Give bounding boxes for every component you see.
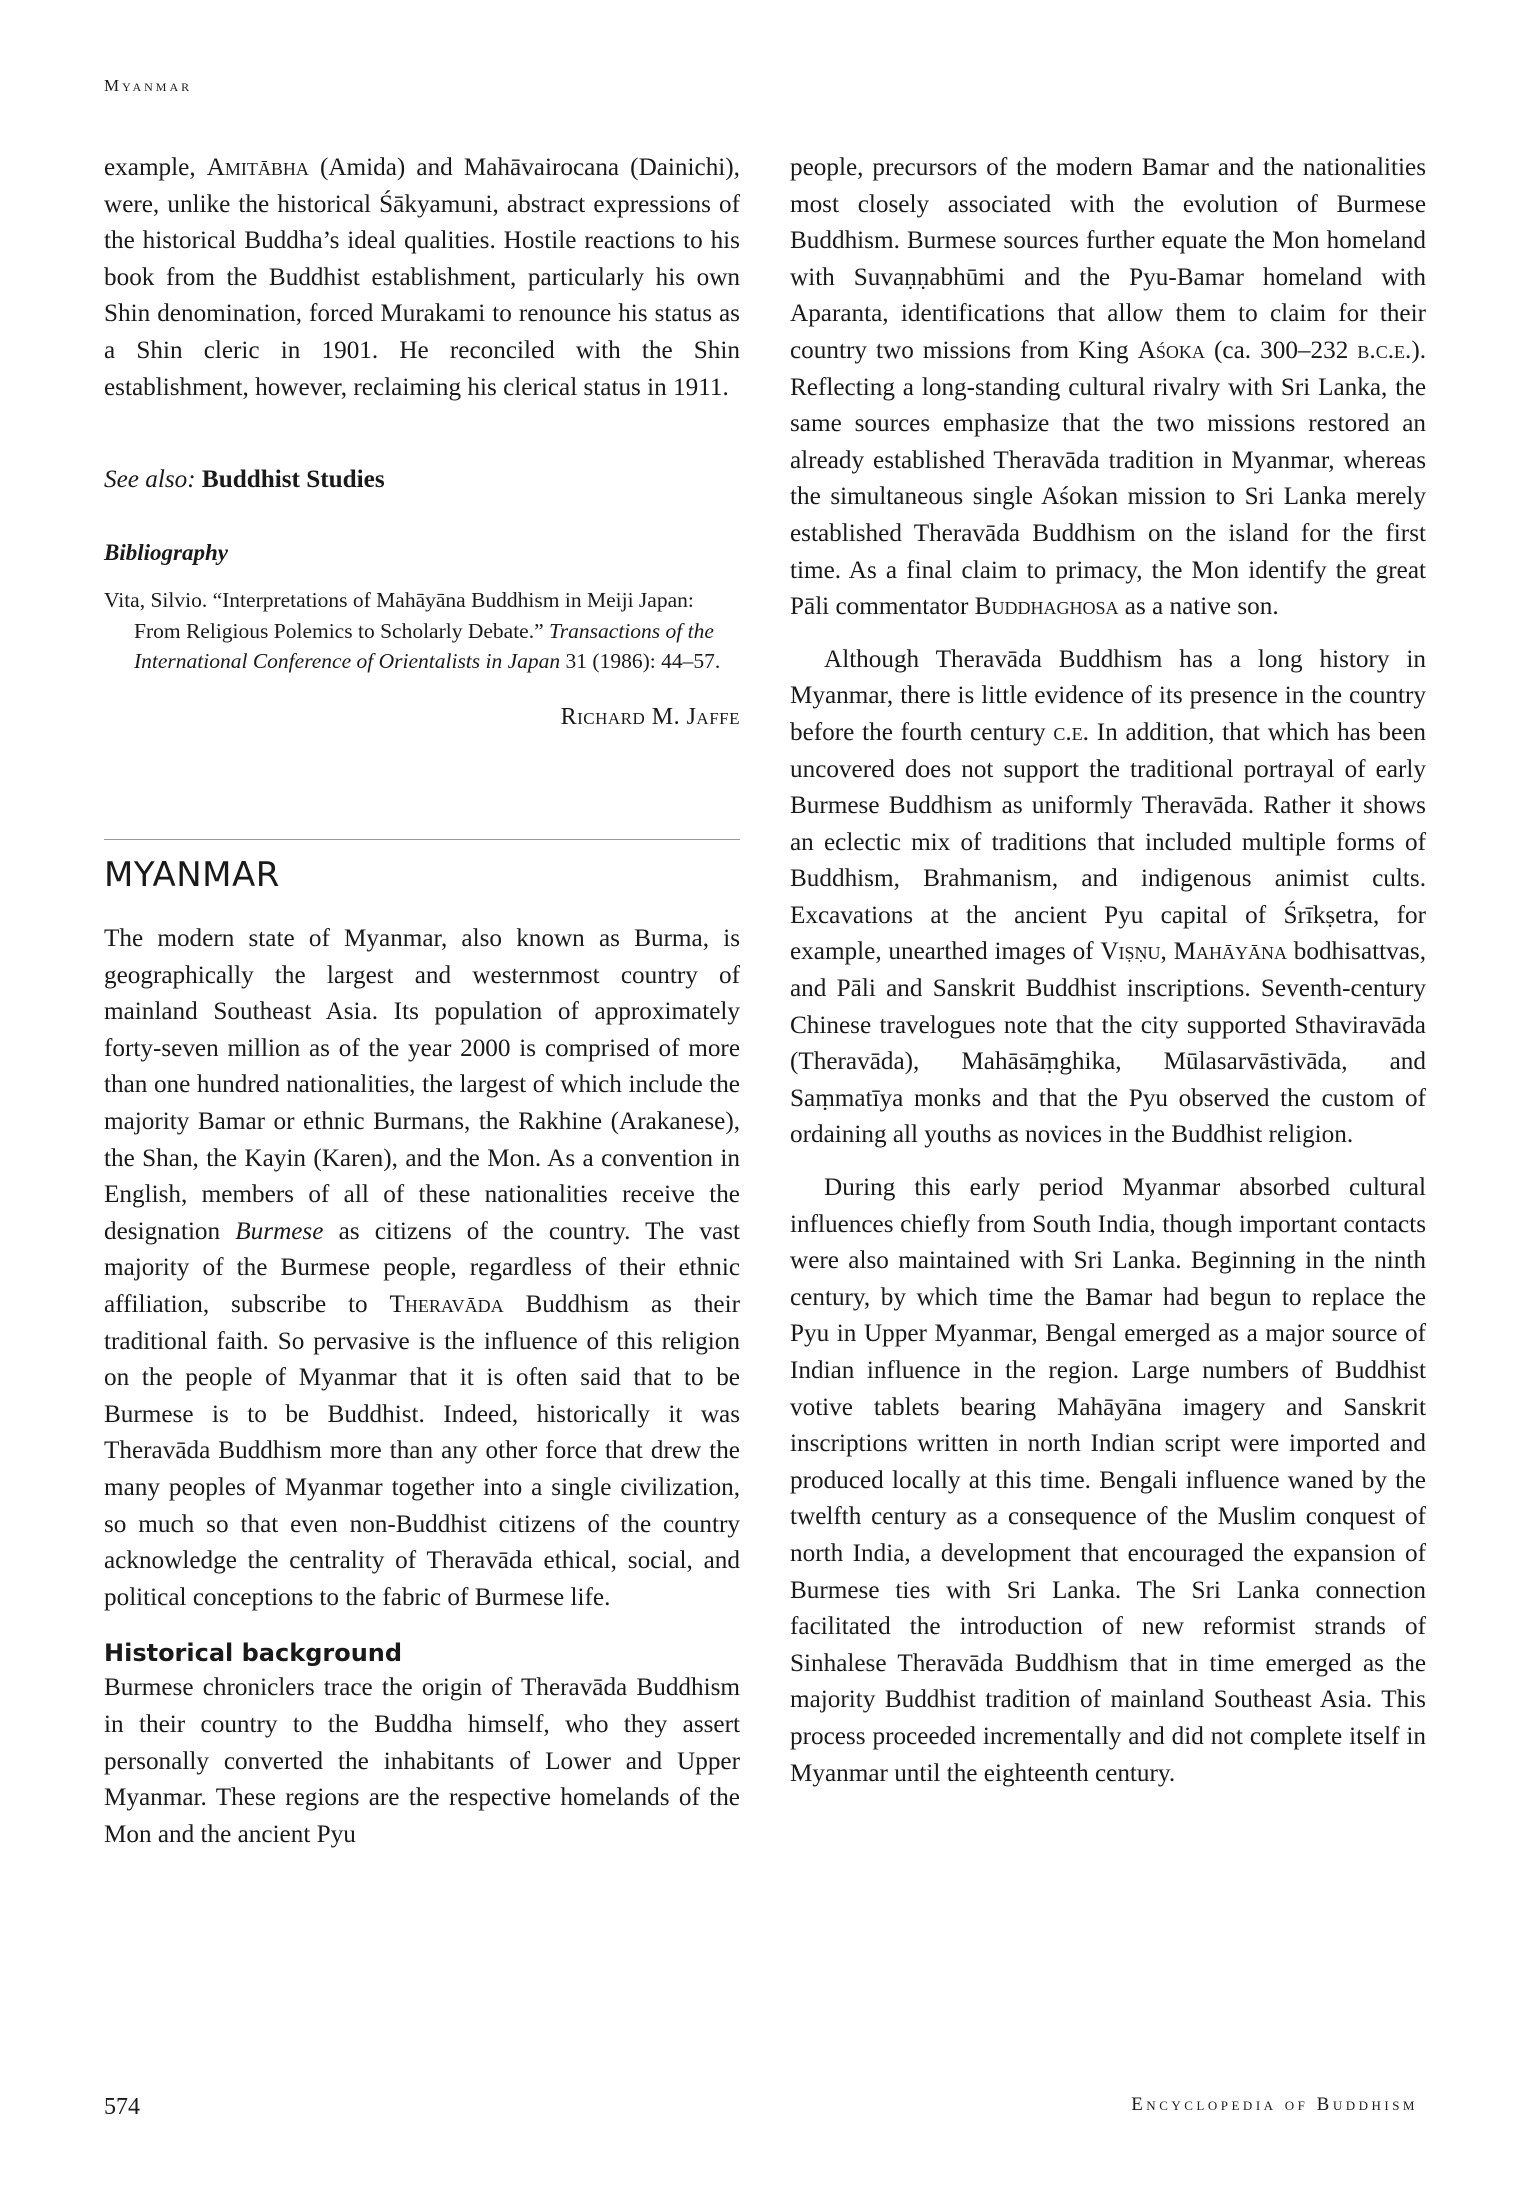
cross-reference-mahayana[interactable]: Mahāyāna <box>1173 938 1287 966</box>
paragraph-amitabha: example, Amitābha (Amida) and Mahāvairocana (Dainichi), were, unlike the historical Śākyamuni, abstract expressions of the historical Buddha’s ideal qualities. Hostile reactions to his book from the Buddhist establishment, particularly his own Shin denomination, forced Murakami to renounce his status as a Shin cleric in 1901. He reconciled with the Shin establishment, however, reclaiming his clerical status in 1911. <box>104 154 740 401</box>
cross-reference-amitabha[interactable]: Amitābha <box>206 154 309 181</box>
paragraph-early-period: During this early period Myanmar absorbed cultural influences chiefly from South India, though important contacts were also maintained with Sri Lanka. Beginning in the ninth century, by which time the Bamar had begun to replace the Pyu in Upper Myanmar, Bengal emerged as a major source of Indian influence in the region. Large numbers of Buddhist votive tablets bearing Mahāyāna imagery and Sanskrit inscriptions written in north Indian script were imported and produced locally at this time. Bengali influence waned by the twelfth century as a consequence of the Muslim conquest of north India, a development that encouraged the expansion of Burmese ties with Sri Lanka. The Sri Lanka connection facilitated the introduction of new reformist strands of Sinhalese Theravāda Buddhism that in time emerged as the majority Buddhist tradition of mainland Southeast Asia. This process proceeded incrementally and did not complete itself in Myanmar until the eighteenth century. <box>790 1174 1426 1787</box>
page-number: 574 <box>104 2094 140 2120</box>
see-also-link[interactable]: Buddhist Studies <box>201 466 385 494</box>
author-signature: Richard M. Jaffe <box>560 703 740 730</box>
section-heading: Historical background <box>104 1639 403 1668</box>
running-head: Myanmar <box>104 76 193 95</box>
paragraph-early-evidence: Although Theravāda Buddhism has a long history in Myanmar, there is little evidence of its presence in the country before the fourth century c.e. In addition, that which has been uncovered does not support the traditional portrayal of early Burmese Buddhism as uniformly Theravāda. Rather it shows an eclectic mix of traditions that included multiple forms of Buddhism, Brahmanism, and indigenous animist cults. Excavations at the ancient Pyu capital of Śrīkṣetra, for example, unearthed images of Viṣṇu, Mahāyāna bodhisattvas, and Pāli and Sanskrit Buddhist inscriptions. Seventh-century Chinese travelogues note that the city supported Sthaviravāda (Theravāda), Mahāsāṃghika, Mūlasarvāstivāda, and Saṃmatīya monks and that the Pyu observed the custom of ordaining all youths as novices in the Buddhist religion. <box>790 645 1426 1149</box>
cross-reference-theravada[interactable]: Theravāda <box>389 1290 504 1318</box>
article-title: MYANMAR <box>104 855 280 896</box>
article-divider <box>104 839 740 840</box>
bibliography-entry: Vita, Silvio. “Interpretations of Mahāyāna Buddhism in Meiji Japan: From Religious Polemics to Scholarly Debate.” Transactions of the International Conference of Orientalists in Japan 31 (1986): 44–57. <box>104 588 721 674</box>
cross-reference-visnu[interactable]: Viṣṇu <box>1100 938 1161 966</box>
paragraph-intro: The modern state of Myanmar, also known as Burma, is geographically the largest and westernmost country of mainland Southeast Asia. Its population of approximately forty-seven million as of the year 2000 is comprised of more than one hundred nationalities, the largest of which include the majority Bamar or ethnic Burmans, the Rakhine (Arakanese), the Shan, the Kayin (Karen), and the Mon. As a convention in English, members of all of these nationalities receive the designation Burmese as citizens of the country. The vast majority of the Burmese people, regardless of their ethnic affiliation, subscribe to Theravāda Buddhism as their traditional faith. So pervasive is the influence of this religion on the people of Myanmar that it is often said that to be Burmese is to be Buddhist. Indeed, historically it was Theravāda Buddhism more than any other force that drew the many peoples of Myanmar together into a single civilization, so much so that even non-Buddhist citizens of the country acknowledge the centrality of Theravāda ethical, social, and political conceptions to the fabric of Burmese life. <box>104 925 740 1611</box>
cross-reference-buddhaghosa[interactable]: Buddhaghosa <box>974 593 1119 621</box>
see-also-label: See also: <box>104 466 196 494</box>
left-column <box>104 150 740 1853</box>
cross-reference-asoka[interactable]: Aśoka <box>1137 336 1205 364</box>
journal-title: Transactions of the International Conference of Orientalists in Japan <box>134 618 714 674</box>
see-also <box>104 462 740 499</box>
paragraph-missions: people, precursors of the modern Bamar and the nationalities most closely associated with the evolution of Burmese Buddhism. Burmese sources further equate the Mon homeland with Suvaṇṇabhūmi and the Pyu-Bamar homeland with Aparanta, identifications that allow them to claim for their country two missions from King Aśoka (ca. 300–232 b.c.e.). Reflecting a long-standing cultural rivalry with Sri Lanka, the same sources emphasize that the two missions restored an already established Theravāda tradition in Myanmar, whereas the simultaneous single Aśokan mission to Sri Lanka merely established Theravāda Buddhism on the island for the first time. As a final claim to primacy, the Mon identify the great Pāli commentator Buddhaghosa as a native son. <box>790 154 1426 621</box>
paragraph-chroniclers: Burmese chroniclers trace the origin of Theravāda Buddhism in their country to the Buddha himself, who they assert personally converted the inhabitants of Lower and Upper Myanmar. These regions are the respective homelands of the Mon and the ancient Pyu <box>104 1674 740 1848</box>
right-column <box>790 150 1426 1792</box>
bibliography-heading: Bibliography <box>104 539 228 565</box>
book-title: Encyclopedia of Buddhism <box>1131 2094 1418 2115</box>
